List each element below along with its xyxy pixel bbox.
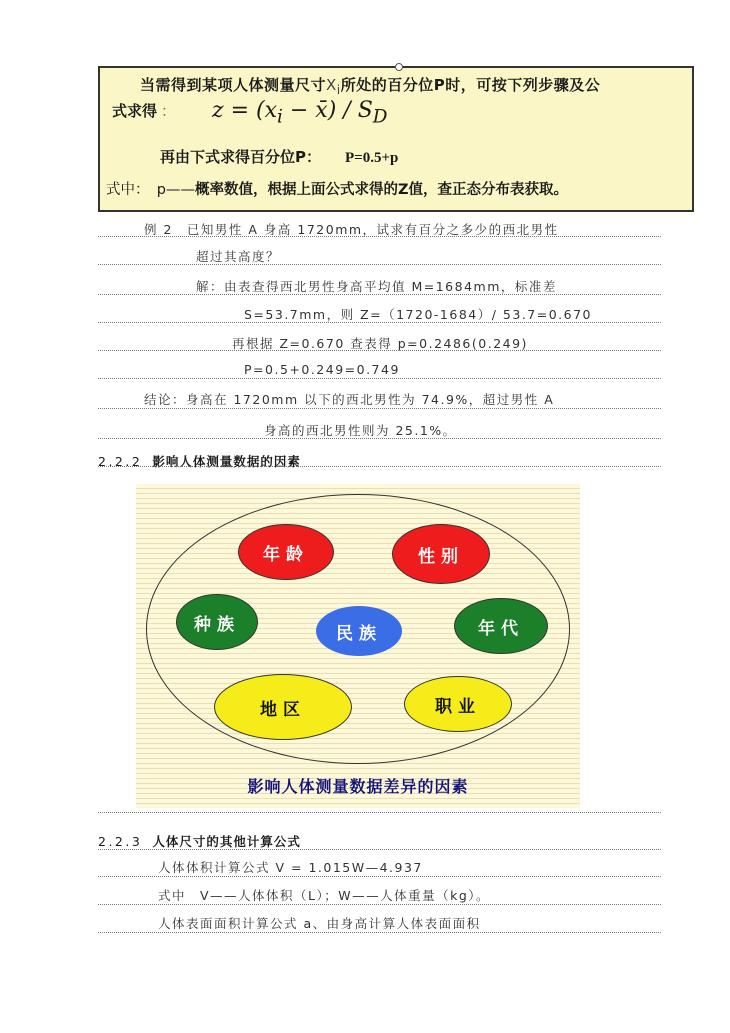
dotted-rule [98,350,661,351]
dotted-rule [98,322,661,323]
example-line-4: S=53.7mm，则 Z=（1720-1684）/ 53.7=0.670 [244,307,593,322]
factor-occupation: 职业 [404,676,512,732]
section-heading-223: 2.2.3 人体尺寸的其他计算公式 [98,834,301,849]
example-line-2: 超过其高度？ [196,249,281,264]
z-score-formula: $z = (x_i$ − x̄) / $S_D$ [212,98,388,128]
formula-intro-cont: 式求得 ： [112,102,177,120]
dotted-rule [98,264,661,265]
volume-formula: 人体体积计算公式 V = 1.015W—4.937 [158,860,423,875]
example-line-1: 例 2 已知男性 A 身高 1720mm，试求有百分之多少的西北男性 [144,222,559,237]
factor-ethnicity: 民族 [316,606,402,656]
dotted-rule [98,932,661,933]
dotted-rule [98,236,661,237]
volume-formula-note: 式中 V——人体体积（L）；W——人体重量（kg）。 [158,888,491,903]
formula-box [98,66,694,212]
selection-handle[interactable] [395,63,403,71]
conclusion-line-2: 身高的西北男性则为 25.1%。 [264,423,457,438]
dotted-rule [98,438,661,439]
dotted-rule [98,849,661,850]
surface-area-formula: 人体表面面积计算公式 a、由身高计算人体表面面积 [158,916,481,931]
section-heading-222: 2.2.2 影响人体测量数据的因素 [98,454,301,469]
formula-note: 式中： p——概率数值，根据上面公式求得的Z值，查正态分布表获取。 [106,182,568,198]
dotted-rule [98,408,661,409]
dotted-rule [98,294,661,295]
example-line-5: 再根据 Z=0.670 查表得 p=0.2486(0.249) [232,336,528,351]
dotted-rule [98,904,661,905]
factor-age: 年龄 [238,524,334,580]
percentile-formula: 再由下式求得百分位P： P=0.5+p [160,148,399,166]
dotted-rule [98,466,661,467]
dotted-rule [98,812,661,813]
factor-era: 年代 [454,598,548,654]
dotted-rule [98,378,661,379]
factors-diagram [136,484,580,808]
conclusion-line-1: 结论：身高在 1720mm 以下的西北男性为 74.9%，超过男性 A [144,392,555,407]
variable-xi: $X_i$ [326,76,341,97]
diagram-caption: 影响人体测量数据差异的因素 [247,777,469,796]
example-line-6: P=0.5+0.249=0.749 [244,362,400,377]
factor-region: 地区 [214,674,352,740]
example-line-3: 解：由表查得西北男性身高平均值 M=1684mm，标准差 [196,279,557,294]
formula-intro: 当需得到某项人体测量尺寸$X_i$所处的百分位P时，可按下列步骤及公 [140,76,601,97]
factor-gender: 性别 [392,524,490,584]
dotted-rule [98,876,661,877]
factor-race: 种族 [176,594,258,650]
